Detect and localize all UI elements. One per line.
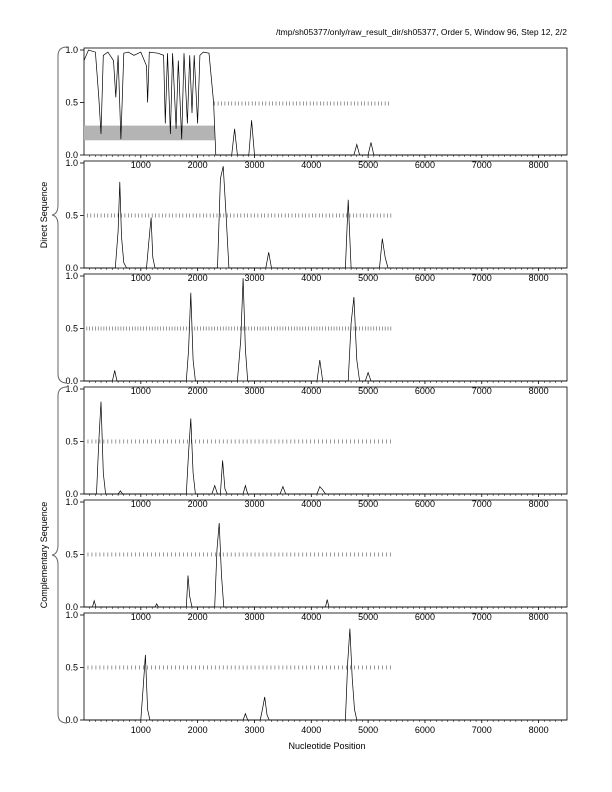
y-tick-label: 0.0 <box>65 715 78 725</box>
x-tick-label: 4000 <box>301 273 322 283</box>
plot-frame <box>84 500 567 607</box>
x-tick-label: 2000 <box>187 386 208 396</box>
series-line-1 <box>84 523 567 607</box>
x-tick-label: 6000 <box>414 499 435 509</box>
series-line-1 <box>84 402 567 494</box>
x-tick-label: 7000 <box>471 386 492 396</box>
chart-panel-2 <box>65 158 567 283</box>
x-tick-label: 8000 <box>528 160 549 170</box>
x-tick-label: 8000 <box>528 499 549 509</box>
series-line-2 <box>216 120 567 155</box>
y-tick-label: 1.0 <box>65 271 78 281</box>
y-tick-label: 0.5 <box>65 436 78 447</box>
x-tick-label: 1000 <box>130 386 151 396</box>
x-tick-label: 8000 <box>528 612 549 622</box>
x-tick-label: 2000 <box>187 273 208 283</box>
x-tick-label: 3000 <box>244 725 265 735</box>
x-tick-label: 7000 <box>471 725 492 735</box>
y-tick-label: 0.0 <box>65 489 78 499</box>
y-tick-label: 0.5 <box>65 549 78 560</box>
plot-frame <box>84 387 567 494</box>
chart-panel-3 <box>65 271 567 396</box>
y-tick-label: 0.0 <box>65 602 78 612</box>
x-tick-label: 3000 <box>244 273 265 283</box>
y-tick-label: 1.0 <box>65 45 78 55</box>
x-axis-label: Nucleotide Position <box>288 741 366 751</box>
x-tick-label: 8000 <box>528 725 549 735</box>
y-tick-label: 0.5 <box>65 97 78 108</box>
group-label-complementary: Complementary Sequence <box>39 501 49 609</box>
x-tick-label: 6000 <box>414 273 435 283</box>
x-tick-label: 4000 <box>301 160 322 170</box>
x-tick-label: 7000 <box>471 160 492 170</box>
x-tick-label: 5000 <box>358 273 379 283</box>
x-tick-label: 1000 <box>130 499 151 509</box>
x-tick-label: 3000 <box>244 499 265 509</box>
x-tick-label: 2000 <box>187 499 208 509</box>
panels <box>65 45 567 735</box>
series-line-1 <box>84 629 567 720</box>
y-tick-label: 1.0 <box>65 384 78 394</box>
x-tick-label: 3000 <box>244 386 265 396</box>
x-tick-label: 2000 <box>187 160 208 170</box>
y-tick-label: 0.0 <box>65 150 78 160</box>
series-line-1 <box>84 166 567 268</box>
chart-panel-5 <box>65 497 567 622</box>
x-tick-label: 4000 <box>301 612 322 622</box>
x-tick-label: 6000 <box>414 160 435 170</box>
x-tick-label: 4000 <box>301 725 322 735</box>
x-tick-label: 7000 <box>471 273 492 283</box>
x-tick-label: 8000 <box>528 386 549 396</box>
x-tick-label: 1000 <box>130 160 151 170</box>
x-tick-label: 6000 <box>414 386 435 396</box>
x-tick-label: 5000 <box>358 160 379 170</box>
x-tick-label: 7000 <box>471 612 492 622</box>
x-tick-label: 7000 <box>471 499 492 509</box>
x-tick-label: 6000 <box>414 612 435 622</box>
shaded-band <box>84 126 215 141</box>
chart-panel-4 <box>65 384 567 509</box>
group-label-direct: Direct Sequence <box>39 181 49 249</box>
x-tick-label: 3000 <box>244 612 265 622</box>
x-tick-label: 1000 <box>130 273 151 283</box>
x-tick-label: 5000 <box>358 499 379 509</box>
x-tick-label: 3000 <box>244 160 265 170</box>
y-tick-label: 1.0 <box>65 158 78 168</box>
x-tick-label: 5000 <box>358 386 379 396</box>
x-tick-label: 2000 <box>187 612 208 622</box>
x-tick-label: 4000 <box>301 499 322 509</box>
chart-panel-6 <box>65 610 567 735</box>
x-tick-label: 5000 <box>358 612 379 622</box>
x-tick-label: 1000 <box>130 612 151 622</box>
plot-frame <box>84 613 567 720</box>
plot-frame <box>84 161 567 268</box>
y-tick-label: 0.5 <box>65 662 78 673</box>
x-tick-label: 6000 <box>414 725 435 735</box>
y-tick-label: 0.0 <box>65 376 78 386</box>
header-text: /tmp/sh05377/only/raw_result_dir/sh05377, Order 5, Window 96, Step 12, 2/2 <box>275 27 567 37</box>
x-tick-label: 2000 <box>187 725 208 735</box>
y-tick-label: 0.0 <box>65 263 78 273</box>
x-tick-label: 5000 <box>358 725 379 735</box>
chart-panel-1 <box>65 45 567 170</box>
x-tick-label: 1000 <box>130 725 151 735</box>
y-tick-label: 1.0 <box>65 497 78 507</box>
y-tick-label: 1.0 <box>65 610 78 620</box>
x-tick-label: 8000 <box>528 273 549 283</box>
x-tick-label: 4000 <box>301 386 322 396</box>
y-tick-label: 0.5 <box>65 210 78 221</box>
y-tick-label: 0.5 <box>65 323 78 334</box>
